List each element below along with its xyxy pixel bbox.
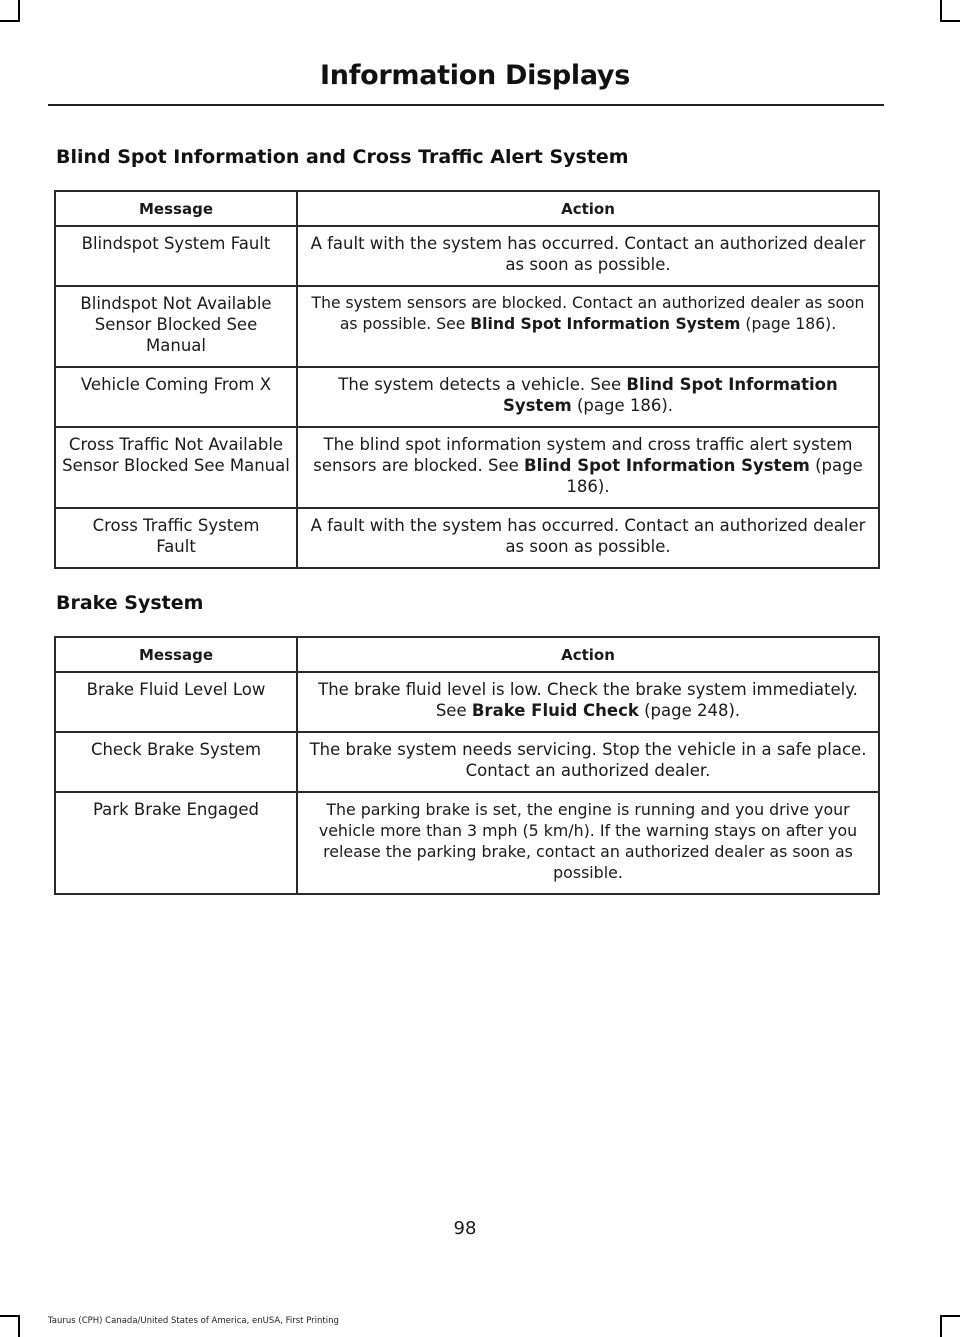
table-header-row xyxy=(55,191,879,226)
message-cell: Check Brake System xyxy=(55,732,297,792)
message-cell: Blindspot System Fault xyxy=(55,226,297,286)
table-row xyxy=(55,672,879,732)
message-cell: Vehicle Coming From X xyxy=(55,367,297,427)
cross-reference-link[interactable]: Blind Spot Information System xyxy=(470,315,741,333)
action-text: The system sensors are blocked. Contact an authorized dealer as soon as possible. See xyxy=(311,294,865,333)
page-reference: (page 186). xyxy=(571,396,674,415)
page-header-title: Information Displays xyxy=(320,60,630,91)
section-title-blind-spot: Blind Spot Information and Cross Traffic Alert System xyxy=(56,146,629,168)
crop-mark xyxy=(940,1315,960,1317)
action-text: The blind spot information system and cross traffic alert system sensors are blocked. See xyxy=(313,435,853,475)
table-row xyxy=(55,508,879,568)
document-footer: Taurus (CPH) Canada/United States of America, enUSA, First Printing xyxy=(48,1316,339,1326)
message-cell: Park Brake Engaged xyxy=(55,792,297,894)
message-cell: Brake Fluid Level Low xyxy=(55,672,297,732)
page-reference: (page 186). xyxy=(566,456,863,496)
message-cell: Cross Traffic System Fault xyxy=(55,508,297,568)
action-cell xyxy=(297,508,879,568)
table-row xyxy=(55,286,879,367)
action-cell xyxy=(297,367,879,427)
page-reference: (page 186). xyxy=(740,315,837,333)
page-number: 98 xyxy=(453,1218,477,1239)
crop-mark xyxy=(0,1315,20,1317)
crop-mark xyxy=(0,20,20,22)
action-text: The brake system needs servicing. Stop the vehicle in a safe place. Contact an authorized dealer. xyxy=(309,740,867,780)
page-reference: (page 248). xyxy=(638,701,741,720)
crop-mark xyxy=(940,0,942,22)
table-header-row xyxy=(55,637,879,672)
blind-spot-message-table xyxy=(54,190,880,569)
crop-mark xyxy=(940,1316,942,1337)
column-header-message: Message xyxy=(55,191,297,226)
cross-reference-link[interactable]: Brake Fluid Check xyxy=(471,701,639,720)
section-title-brake-system: Brake System xyxy=(56,592,204,614)
crop-mark xyxy=(940,20,960,22)
action-cell xyxy=(297,286,879,367)
action-text: A fault with the system has occurred. Contact an authorized dealer as soon as possible. xyxy=(310,234,866,274)
action-cell xyxy=(297,226,879,286)
cross-reference-link[interactable]: Blind Spot Information System xyxy=(524,456,810,475)
action-text: The brake fluid level is low. Check the brake system immediately. See xyxy=(318,680,858,720)
table-row xyxy=(55,427,879,508)
column-header-action: Action xyxy=(297,191,879,226)
table-row xyxy=(55,792,879,894)
action-cell xyxy=(297,427,879,508)
message-cell: Blindspot Not Available Sensor Blocked See Manual xyxy=(55,286,297,367)
table-row xyxy=(55,732,879,792)
action-text: The parking brake is set, the engine is running and you drive your vehicle more than 3 mph (5 km/h). If the warning stays on after you release the parking brake, contact an authorized dealer as soon as possible. xyxy=(318,800,858,882)
column-header-action: Action xyxy=(297,637,879,672)
action-cell xyxy=(297,792,879,894)
action-text: The system detects a vehicle. See xyxy=(338,375,627,394)
action-cell xyxy=(297,672,879,732)
crop-mark xyxy=(18,0,20,22)
header-divider xyxy=(48,104,884,106)
table-row xyxy=(55,367,879,427)
action-text: A fault with the system has occurred. Contact an authorized dealer as soon as possible. xyxy=(310,516,866,556)
brake-system-message-table xyxy=(54,636,880,895)
crop-mark xyxy=(18,1316,20,1337)
column-header-message: Message xyxy=(55,637,297,672)
cross-reference-link[interactable]: Blind Spot Information System xyxy=(502,375,838,415)
action-cell xyxy=(297,732,879,792)
message-cell: Cross Traffic Not Available Sensor Blocked See Manual xyxy=(55,427,297,508)
table-row xyxy=(55,226,879,286)
